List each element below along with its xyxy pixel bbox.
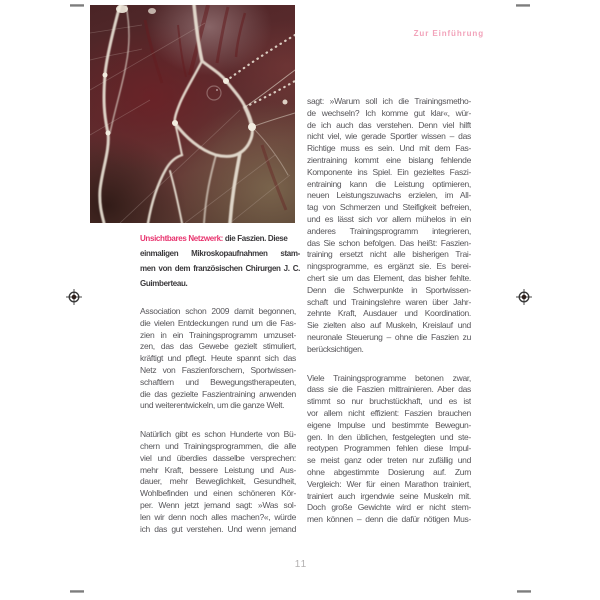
- text-line: ningsprogramme, es ergänzt sie. Es berei-: [307, 261, 471, 272]
- text-line: chert sie um das Element, das bisher fehlte.: [307, 272, 471, 283]
- text-line: Doch große Gewichte wird er nicht stem-: [307, 502, 471, 513]
- crop-mark-top-right-icon: [516, 4, 530, 7]
- text-line: len wir denn noch alles machen?«, würde: [140, 511, 296, 522]
- paragraph: [307, 96, 471, 356]
- text-line: Richtige muss es sein. Und mit dem Fas-: [307, 143, 471, 154]
- text-line: de ich auch das verstehen. Denn viel hilft: [307, 119, 471, 130]
- text-line: viel und überdies dasselbe versprechen:: [140, 452, 296, 463]
- text-line: entraining kann die Leistung optimieren,: [307, 178, 471, 189]
- text-line: Vergleich: Wer für einen Marathon trainiert,: [307, 478, 471, 489]
- photo-caption: [140, 231, 300, 291]
- crop-mark-top-left-icon: [70, 4, 84, 7]
- text-line: eigene Impulse und bestimmte Bewegun-: [307, 419, 471, 430]
- paragraph: [140, 306, 296, 412]
- caption-body: [140, 246, 300, 291]
- text-line: und weiterentwickeln, um die ganze Welt.: [140, 400, 285, 411]
- text-line: trainiert auch irgendwie seine Muskeln mit.: [307, 490, 471, 501]
- text-line: die vielen Entdeckungen rund um die Fas-: [140, 317, 296, 328]
- text-line: Netz von Faszienforschern, Sportwissen-: [140, 364, 296, 375]
- caption-lead-text: Unsichtbares Netzwerk:: [140, 234, 223, 243]
- fascia-web-illustration: [90, 5, 295, 223]
- text-line: training ersetzt nicht alle bisherigen Trai-: [307, 249, 471, 260]
- paragraph: [307, 373, 471, 526]
- text-line: se meist ganz oder treten nur zufällig und: [307, 455, 471, 466]
- text-line: ohne abgestimmte Dosierung auf. Zum: [307, 466, 471, 477]
- paragraph: [140, 429, 296, 535]
- text-line: sagt: »Warum soll ich die Trainingsmetho-: [307, 96, 471, 106]
- registration-mark-right-icon: [516, 289, 532, 305]
- text-line: men von dem französischen Chirurgen J. C.: [140, 264, 300, 273]
- fascia-microscopy-photo: [90, 5, 295, 223]
- text-line: schaftlern und Bewegungstherapeuten,: [140, 376, 296, 387]
- text-line: reotypen Programmen fehlen diese Impul-: [307, 443, 471, 454]
- text-line: Komponente ins Spiel. Ein gezieltes Faszi-: [307, 166, 471, 177]
- text-line: Natürlich gibt es schon Hunderte von Bü-: [140, 429, 296, 440]
- text-line: nicht viel, wie gerade Sportler wissen – das: [307, 131, 471, 142]
- text-line: anderes Trainingsprogramm integrieren,: [307, 225, 471, 236]
- text-line: mehr Kraft, bessere Leistung und Aus-: [140, 464, 296, 475]
- text-line: und es lässt sich vor allem mühelos in ein: [307, 213, 471, 224]
- text-line: ich das gut verstehen. Und wenn jemand: [140, 523, 296, 534]
- text-line: einmaligen Mikroskopaufnahmen stam-: [140, 249, 300, 258]
- text-line: vor allem nicht effizient: Faszien brauchen: [307, 407, 471, 418]
- text-column-left: [140, 306, 296, 535]
- caption-first-line: [140, 231, 300, 246]
- text-line: men können – denn die dafür nötigen Mus-: [307, 514, 471, 525]
- crop-mark-bottom-left-icon: [70, 590, 84, 593]
- text-line: Denn die Schwerpunkte in Sportwissen-: [307, 284, 471, 295]
- text-line: zehnte Kraft, Ausdauer und Koordination.: [307, 308, 471, 319]
- text-line: berücksichtigen.: [307, 343, 364, 354]
- text-line: zen, das das Gewebe gezielt stimuliert,: [140, 341, 296, 352]
- page-number: 11: [294, 559, 308, 570]
- text-line: Guimberteau.: [140, 279, 188, 288]
- text-line: Wohlbefinden und einen schöneren Kör-: [140, 488, 296, 499]
- text-line: gen. In den üblichen, festgelegten und ste-: [307, 431, 471, 442]
- text-column-right: [307, 96, 471, 526]
- registration-mark-left-icon: [66, 289, 82, 305]
- text-line: dass sie die Faszien mittrainieren. Aber das: [307, 384, 471, 395]
- text-line: neuronale Steuerung – ohne die Faszien zu: [307, 331, 471, 342]
- caption-lead-rest: die Faszien. Diese: [223, 234, 288, 243]
- text-line: das Sie schon befolgen. Das heißt: Faszien-: [307, 237, 471, 248]
- text-line: Viele Trainingsprogramme betonen zwar,: [307, 372, 471, 383]
- text-line: zien in ein Trainingsprogramm umzuset-: [140, 329, 296, 340]
- text-line: per. Wenn jetzt jemand sagt: »Was sol-: [140, 499, 296, 510]
- text-line: chern und Trainingsprogrammen, die alle: [140, 440, 296, 451]
- text-line: neuen Leistungszuwachs erzielen, im All-: [307, 190, 471, 201]
- text-line: kräftigt und pflegt. Heute spannt sich das: [140, 353, 296, 364]
- text-line: de wechseln? Ich komme gut klar«, wür-: [307, 107, 471, 118]
- text-line: die das gezielte Faszientraining anwenden: [140, 388, 296, 399]
- text-line: tag von Schmerzen und Steifigkeit befreien,: [307, 202, 471, 213]
- text-line: dauer, mehr Beweglichkeit, Gesundheit,: [140, 476, 296, 487]
- text-line: Association schon 2009 damit begonnen,: [140, 306, 296, 316]
- text-line: zientraining kommt eine bislang fehlende: [307, 154, 471, 165]
- text-line: Sie zielten also auf Muskeln, Kreislauf und: [307, 320, 471, 331]
- text-line: schaft und Trainingslehre waren über Jahr-: [307, 296, 471, 307]
- running-header: Zur Einführung: [413, 29, 484, 38]
- text-line: stimmt so nur bruchstückhaft, und es ist: [307, 396, 471, 407]
- crop-mark-bottom-right-icon: [517, 590, 531, 593]
